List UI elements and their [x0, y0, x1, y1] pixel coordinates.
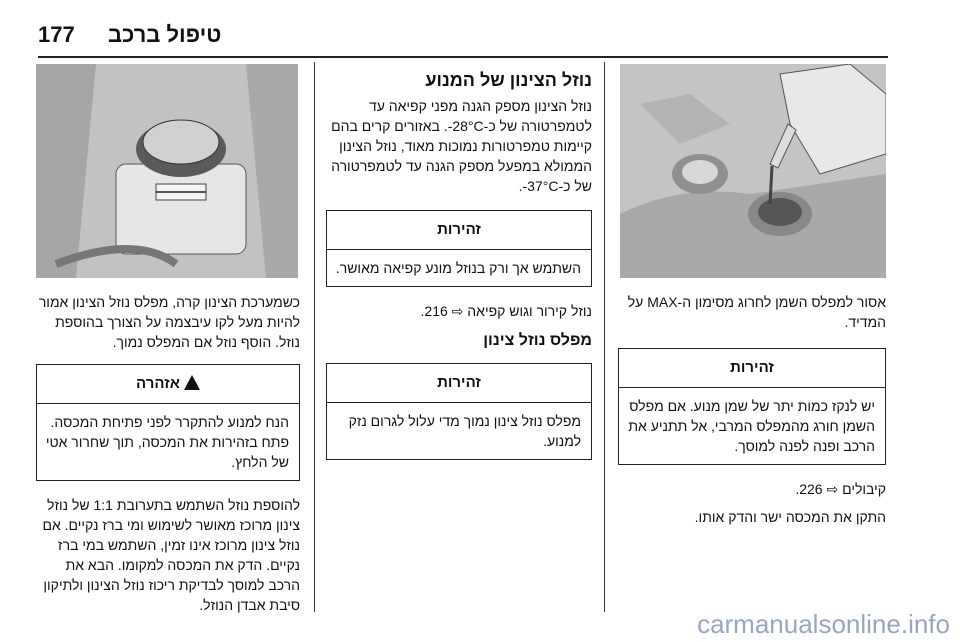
capacities-ref: קיבולים ⇨ 226. [795, 481, 886, 497]
section-heading: נוזל הצינון של המנוע [425, 70, 592, 90]
warning-body: הנח למנוע להתקרר לפני פתיחת המכסה. פתח בזהירות את המכסה, תוך שחרור אטי של הלחץ. [45, 414, 289, 470]
coolant-reservoir-illustration [36, 64, 298, 278]
watermark: carmanualsonline.info [697, 609, 950, 639]
caution-title: זהירות [327, 364, 591, 403]
column-divider [604, 62, 605, 612]
right-column [618, 292, 886, 527]
chapter-title: טיפול ברכב [108, 22, 222, 47]
coolant-intro: נוזל הצינון מספק הגנה מפני קפיאה עד לטמפרטורה של כ-28°C-. באזורים קרים בהם קיימות טמפרטורות נמוכות מאוד, נוזל הצינון הממולא במפעל מספק הגנה עד לטמפרטורה של כ-37°C-. [331, 98, 592, 194]
caution-title: זהירות [327, 211, 591, 250]
caution-body: השתמש אך ורק בנוזל מונע קפיאה מאושר. [335, 260, 581, 276]
caution-box [326, 363, 592, 460]
warning-title [37, 365, 299, 404]
refill-instructions: להוספת נוזל השתמש בתערובת 1:1 של נוזל צינון מרוכז מאושר לשימוש ומי ברז נקיים. אם נוזל צינון מרוכז אינו זמין, השתמש במי ברז נקיים. הדק את המכסה למקומו. הבא את הרכב למוסך לבדיקת ריכוז נוזל הצינון ולתיקון סיבת אבדן הנוזל. [42, 497, 300, 613]
column-divider [314, 62, 315, 612]
warning-triangle-icon [184, 375, 200, 390]
header-rule [38, 56, 888, 58]
left-column [36, 292, 300, 615]
subsection-heading: מפלס נוזל צינון [483, 332, 592, 349]
middle-column [326, 68, 592, 460]
page-header [0, 0, 960, 52]
coolant-ref: נוזל קירור וגוש קפיאה ⇨ 216. [420, 303, 592, 319]
warning-title-text: אזהרה [136, 375, 180, 392]
warning-box [36, 364, 300, 481]
caution-box [618, 348, 886, 465]
caution-body: יש לנקז כמות יתר של שמן מנוע. אם מפלס השמן חורג מהמפלס המרבי, אל תתניע את הרכב ופנה לפנה למוסך. [628, 398, 875, 454]
oil-level-text: אסור למפלס השמן לחרוג מסימון ה-MAX על המדיד. [627, 294, 886, 330]
caution-box [326, 210, 592, 287]
coolant-level-text: כשמערכת הצינון קרה, מפלס נוזל הצינון אמור להיות מעל לקו עיבצמה על הצורך בהוספת נוזל. הוסף נוזל אם המפלס נמוך. [38, 294, 300, 350]
caution-body: מפלס נוזל צינון נמוך מדי עלול לגרום נזק למנוע. [348, 413, 581, 449]
oil-filling-illustration [620, 64, 886, 278]
cap-instruction: התקן את המכסה ישר והדק אותו. [694, 509, 886, 525]
caution-title: זהירות [619, 349, 885, 388]
page-number: 177 [38, 22, 75, 47]
